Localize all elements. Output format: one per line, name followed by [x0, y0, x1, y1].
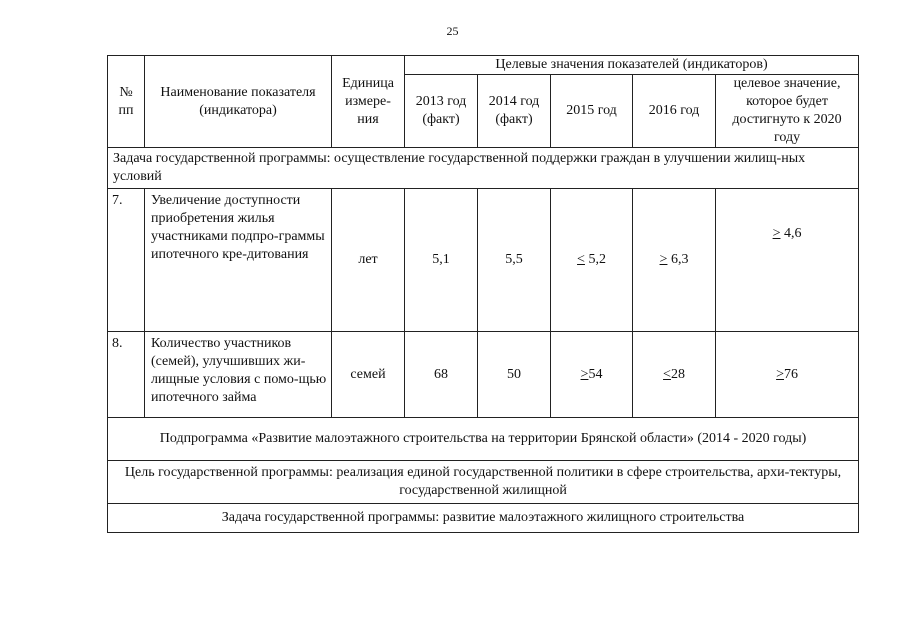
- value-2014: 50: [478, 332, 551, 418]
- value-2016: [633, 189, 716, 332]
- comparison-sign: <: [577, 252, 585, 267]
- comparison-sign: >: [659, 252, 668, 267]
- value-number: 76: [783, 366, 798, 382]
- row-number: 8.: [108, 332, 145, 418]
- header-target-values: Целевые значения показателей (индикаторов): [405, 56, 859, 75]
- indicator-name: Количество участников (семей), улучшивших жи-лищные условия с помо-щью ипотечного займа: [145, 332, 332, 418]
- value-number: 5,2: [584, 252, 606, 267]
- comparison-sign: <: [663, 366, 671, 382]
- unit-cell: семей: [332, 332, 405, 418]
- row-number: 7.: [108, 189, 145, 332]
- value-2013: 5,1: [405, 189, 478, 332]
- value-number: 28: [670, 366, 685, 382]
- indicator-name: Увеличение доступности приобретения жилья участниками подпро-граммы ипотечного кре-дитования: [145, 189, 332, 332]
- header-name: Наименование показателя (индикатора): [145, 56, 332, 148]
- task-row: [108, 148, 859, 189]
- value-target: [716, 332, 859, 418]
- header-year-2016: 2016 год: [633, 75, 716, 148]
- value-number: 54: [588, 366, 603, 382]
- table-row: [108, 332, 859, 418]
- header-num: № пп: [108, 56, 145, 148]
- task-row: [108, 504, 859, 533]
- value-number: 6,3: [667, 252, 689, 267]
- subprogram-row: [108, 418, 859, 461]
- value-2016: [633, 332, 716, 418]
- page-number: 25: [446, 24, 459, 38]
- goal-row: [108, 461, 859, 504]
- subprogram-row-text: Подпрограмма «Развитие малоэтажного строительства на территории Брянской области» (2014 - 2020 годы): [108, 418, 859, 461]
- goal-row-text: Цель государственной программы: реализация единой государственной политики в сфере строительства, архи-тектуры, государственной жилищной: [108, 461, 859, 504]
- indicators-table: [107, 55, 859, 533]
- unit-cell: лет: [332, 189, 405, 332]
- value-2015: [551, 332, 633, 418]
- value-number: 4,6: [780, 226, 802, 241]
- header-row-group: [108, 56, 859, 75]
- header-year-2014: 2014 год (факт): [478, 75, 551, 148]
- header-target-2020: целевое значение, которое будет достигнуто к 2020 году: [716, 75, 859, 148]
- value-2015: [551, 189, 633, 332]
- table-row: [108, 189, 859, 332]
- value-2014: 5,5: [478, 189, 551, 332]
- header-year-2015: 2015 год: [551, 75, 633, 148]
- comparison-sign: >: [776, 366, 784, 382]
- value-target: [716, 189, 859, 332]
- value-2013: 68: [405, 332, 478, 418]
- task-row-text: Задача государственной программы: осуществление государственной поддержки граждан в улучшении жилищ-ных условий: [108, 148, 859, 189]
- comparison-sign: >: [772, 226, 781, 241]
- header-year-2013: 2013 год (факт): [405, 75, 478, 148]
- comparison-sign: >: [580, 366, 589, 382]
- header-unit: Единица измере-ния: [332, 56, 405, 148]
- task-row-text: Задача государственной программы: развитие малоэтажного жилищного строительства: [108, 504, 859, 533]
